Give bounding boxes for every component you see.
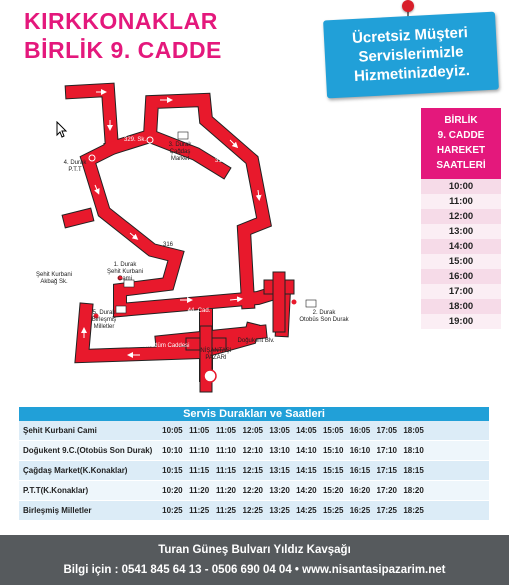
stop-times <box>159 441 427 460</box>
schedule-time: 15:00 <box>421 254 501 269</box>
stop-time: 11:05 <box>215 426 236 435</box>
stop-time: 16:10 <box>349 446 371 455</box>
street-44: 44. Cad. <box>187 308 211 314</box>
stop-time: 13:20 <box>269 486 290 495</box>
footer-contact: Bilgi için : 0541 845 64 13 - 0506 690 04 04 • www.nisantasipazarim.net <box>63 564 446 576</box>
street-319: 319 <box>214 158 225 164</box>
stop-name: Doğukent 9.C.(Otobüs Son Durak) <box>23 446 153 455</box>
banner-line1: Ücretsiz Müşteri <box>351 24 469 48</box>
page-title-line2: BİRLİK 9. CADDE <box>24 37 222 63</box>
schedule-time: 18:00 <box>421 299 501 314</box>
stop-time: 18:05 <box>403 426 424 435</box>
banner-line3: Hizmetinizdeyiz. <box>353 61 471 85</box>
stop-4-name: P.T.T <box>68 167 82 173</box>
stop-time: 14:05 <box>296 426 317 435</box>
stop-name: Çağdaş Market(K.Konaklar) <box>23 466 128 475</box>
pazar-label <box>196 348 236 362</box>
stop-5-label <box>86 310 122 331</box>
schedule-time: 11:00 <box>421 194 501 209</box>
street-muammer: Zümmerrüdüm Caddesi <box>126 343 190 349</box>
street-358: 358. Sk. <box>170 186 182 199</box>
stop-time: 13:10 <box>269 446 290 455</box>
stop-3-name: Çağdaş Market <box>169 149 191 162</box>
schedule-header-line: SAATLERİ <box>436 160 486 171</box>
stop-time: 12:10 <box>242 446 264 455</box>
stop-time: 11:20 <box>215 486 236 495</box>
stop-time: 14:25 <box>296 506 317 515</box>
stop-time: 12:05 <box>242 426 264 435</box>
stop-time: 15:10 <box>322 446 344 455</box>
street-label: Akbağ Sk. <box>40 279 68 285</box>
stop-time: 13:05 <box>269 426 290 435</box>
stop-time: 15:05 <box>322 426 344 435</box>
footer-address: Turan Güneş Bulvarı Yıldız Kavşağı <box>158 544 351 556</box>
stop-time: 17:25 <box>376 506 397 515</box>
schedule-time: 10:00 <box>421 179 501 194</box>
stop-time: 12:15 <box>242 466 264 475</box>
schedule-time: 13:00 <box>421 224 501 239</box>
stop-times <box>159 501 427 520</box>
stop-time: 11:10 <box>215 446 236 455</box>
stop-2-label <box>296 310 352 324</box>
street-sehit-kurbani <box>30 272 78 286</box>
stop-time: 11:25 <box>215 506 236 515</box>
stop-time: 18:20 <box>403 486 424 495</box>
stop-name: Şehit Kurbani Cami <box>23 426 97 435</box>
table-row <box>19 501 489 521</box>
schedule-header-line: 9. CADDE <box>437 130 485 141</box>
stop-time: 13:15 <box>269 466 290 475</box>
stop-time: 18:25 <box>403 506 424 515</box>
stop-1-name-2: Cami <box>117 276 132 282</box>
stop-name: P.T.T(K.Konaklar) <box>23 486 89 495</box>
page-title-line1: KIRKKONAKLAR <box>24 8 218 34</box>
stop-time: 15:15 <box>322 466 344 475</box>
stop-time: 14:15 <box>296 466 317 475</box>
stop-time: 17:10 <box>376 446 397 455</box>
stop-time: 14:10 <box>296 446 317 455</box>
stop-2-name: Otobüs Son Durak <box>299 317 349 323</box>
stop-time: 15:25 <box>322 506 344 515</box>
stop-time: 17:15 <box>376 466 397 475</box>
schedule-header-line: HAREKET <box>436 145 486 156</box>
table-row <box>19 481 489 501</box>
street-label: Şehit Kurbani <box>35 272 73 278</box>
stop-time: 17:20 <box>376 486 397 495</box>
stop-time: 12:25 <box>242 506 264 515</box>
stop-time: 14:20 <box>296 486 317 495</box>
stop-time: 11:05 <box>189 426 210 435</box>
stop-time: 16:05 <box>349 426 371 435</box>
stop-time: 18:15 <box>403 466 424 475</box>
stop-name: Birleşmiş Milletler <box>23 506 92 515</box>
stop-3-label <box>160 142 200 163</box>
table-row <box>19 461 489 481</box>
stop-time: 10:25 <box>162 506 183 515</box>
stop-time: 13:25 <box>269 506 290 515</box>
schedule-header <box>421 108 501 179</box>
schedule-time: 16:00 <box>421 269 501 284</box>
stop-time: 16:15 <box>349 466 371 475</box>
stop-1-title: 1. Durak <box>113 262 137 268</box>
schedule-time: 19:00 <box>421 314 501 329</box>
street-dogukent: Doğukent Blv. <box>237 338 275 344</box>
stop-time: 11:10 <box>189 446 210 455</box>
street-329: 329. Sk. <box>124 137 147 143</box>
stop-time: 11:15 <box>215 466 236 475</box>
stop-time: 16:25 <box>349 506 371 515</box>
stop-5-name-2: Milletler <box>93 324 115 330</box>
stop-times <box>159 481 427 500</box>
stop-5-name: Birleşmiş <box>91 317 117 323</box>
stop-time: 10:05 <box>162 426 183 435</box>
departure-schedule <box>421 108 501 329</box>
footer <box>0 535 509 585</box>
schedule-header-line: BİRLİK <box>444 115 478 126</box>
stop-1-name: Şehit Kurbani <box>106 269 144 275</box>
stop-1-label <box>102 262 148 283</box>
stop-5-title: 5. Durak <box>92 310 116 316</box>
stop-time: 17:05 <box>376 426 397 435</box>
stop-times <box>159 421 427 440</box>
stop-time: 18:10 <box>403 446 424 455</box>
stop-3-title: 3. Durak <box>168 142 192 148</box>
table-row <box>19 441 489 461</box>
stop-2-title: 2. Durak <box>312 310 336 316</box>
schedule-time: 14:00 <box>421 239 501 254</box>
street-316: 316 <box>162 242 173 248</box>
stops-table <box>19 407 489 521</box>
stops-table-title: Servis Durakları ve Saatleri <box>19 407 489 421</box>
schedule-time: 12:00 <box>421 209 501 224</box>
pazar-line1: NİŞANTAŞI <box>200 348 232 354</box>
banner-line2: Servislerimizle <box>358 43 464 66</box>
schedule-time: 17:00 <box>421 284 501 299</box>
stop-4-label <box>58 160 92 174</box>
stop-time: 10:15 <box>162 466 183 475</box>
stop-time: 15:20 <box>322 486 344 495</box>
stop-time: 11:15 <box>189 466 210 475</box>
table-row <box>19 421 489 441</box>
stop-time: 11:25 <box>189 506 210 515</box>
mouse-cursor-icon <box>56 121 68 139</box>
pazar-line2: PAZARI <box>205 355 227 361</box>
stop-time: 12:20 <box>242 486 264 495</box>
stop-times <box>159 461 427 480</box>
stop-time: 10:10 <box>162 446 183 455</box>
stop-4-title: 4. Durak <box>63 160 87 166</box>
stop-time: 16:20 <box>349 486 371 495</box>
stop-time: 11:20 <box>189 486 210 495</box>
stop-time: 10:20 <box>162 486 183 495</box>
pushpin-icon <box>402 0 414 12</box>
